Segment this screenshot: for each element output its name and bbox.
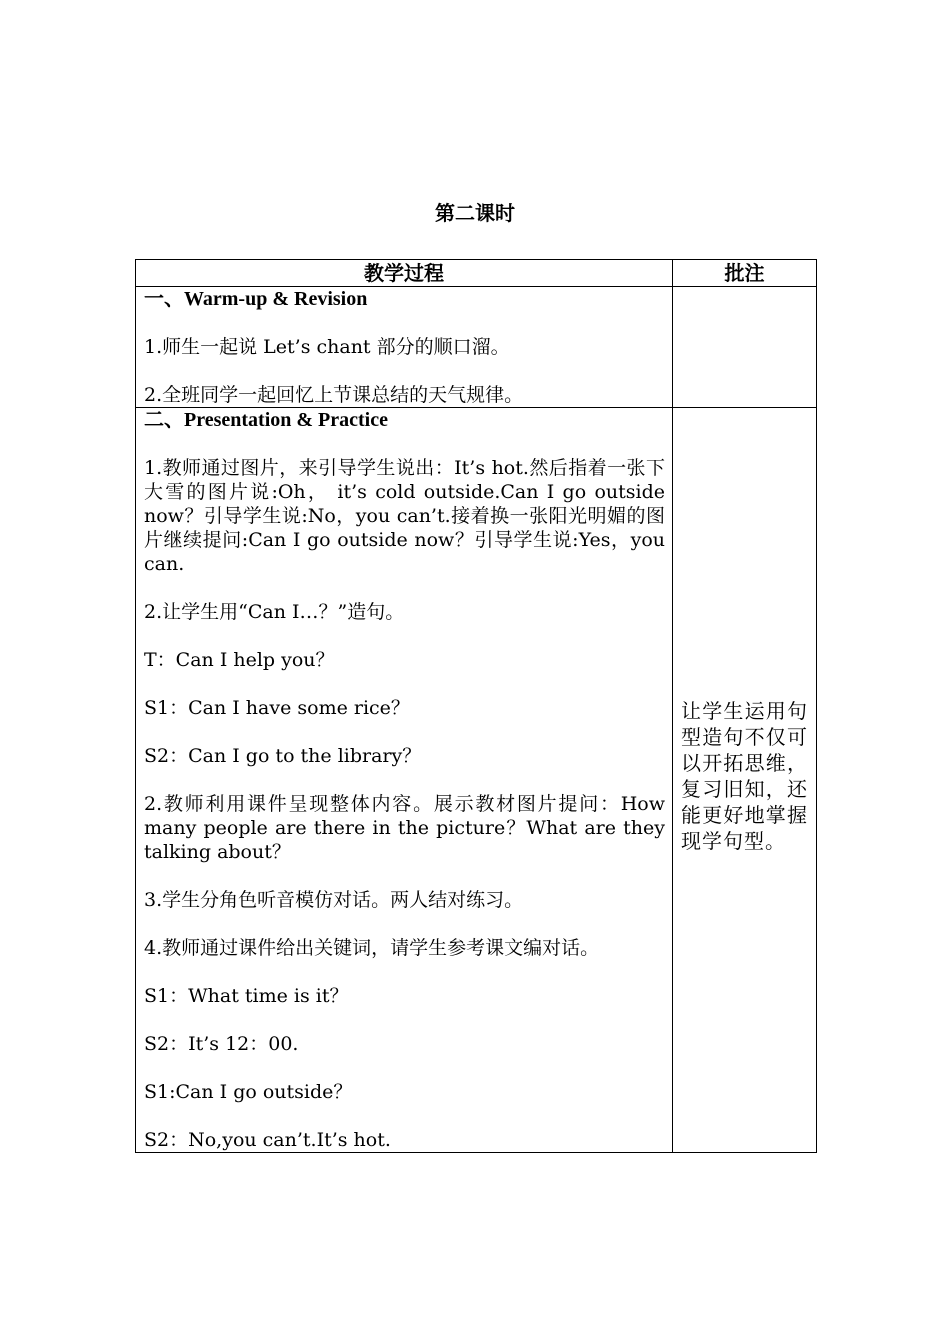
dialogue-line: S1：Can I have some rice？ — [144, 697, 410, 719]
section1-note-cell — [673, 287, 817, 408]
page-title: 第二课时 — [435, 201, 515, 225]
section1-row — [136, 287, 817, 408]
section2-item: 4.教师通过课件给出关键词，请学生参考课文编对话。 — [144, 937, 600, 959]
header-notes: 批注 — [673, 260, 817, 287]
dialogue-line: S1：What time is it？ — [144, 985, 349, 1007]
dialogue-line: S2：No,you can’t.It’s hot. — [144, 1129, 391, 1151]
section1-item: 1.师生一起说 Let’s chant 部分的顺口溜。 — [144, 336, 510, 358]
section2-row — [136, 408, 817, 1153]
section2-item: 1.教师通过图片，来引导学生说出：It’s hot.然后指着一张下大雪的图片说:Oh， it’s cold outside.Can I go outside now？引导学生说:No，you can’t.接着换一张阳光明媚的图片继续提问:Can I go outside now？引导学生说:Yes，you can. — [144, 457, 665, 575]
dialogue-line: S2：Can I go to the library？ — [144, 745, 422, 767]
header-process: 教学过程 — [136, 260, 673, 287]
dialogue-line: S1:Can I go outside？ — [144, 1081, 353, 1103]
dialogue-line: S2：It’s 12：00. — [144, 1033, 299, 1055]
section2-note-cell — [673, 408, 817, 1153]
table-header-row — [136, 260, 817, 287]
section2-item: 3.学生分角色听音模仿对话。两人结对练习。 — [144, 889, 524, 911]
section1-content — [136, 287, 673, 408]
section1-item: 2.全班同学一起回忆上节课总结的天气规律。 — [144, 384, 524, 406]
section2-heading: 二、Presentation & Practice — [144, 409, 388, 431]
lesson-table — [135, 259, 817, 1153]
section2-note: 让学生运用句型造句不仅可以开拓思维，复习旧知，还能更好地掌握现学句型。 — [681, 699, 808, 853]
dialogue-line: T：Can I help you？ — [144, 649, 335, 671]
section2-item: 2.让学生用“Can I…？”造句。 — [144, 601, 405, 623]
section2-item: 2.教师利用课件呈现整体内容。展示教材图片提问：How many people are there in the picture？What are they talking about？ — [144, 793, 665, 863]
section1-heading: 一、Warm-up & Revision — [144, 288, 368, 310]
section2-content — [136, 408, 673, 1153]
